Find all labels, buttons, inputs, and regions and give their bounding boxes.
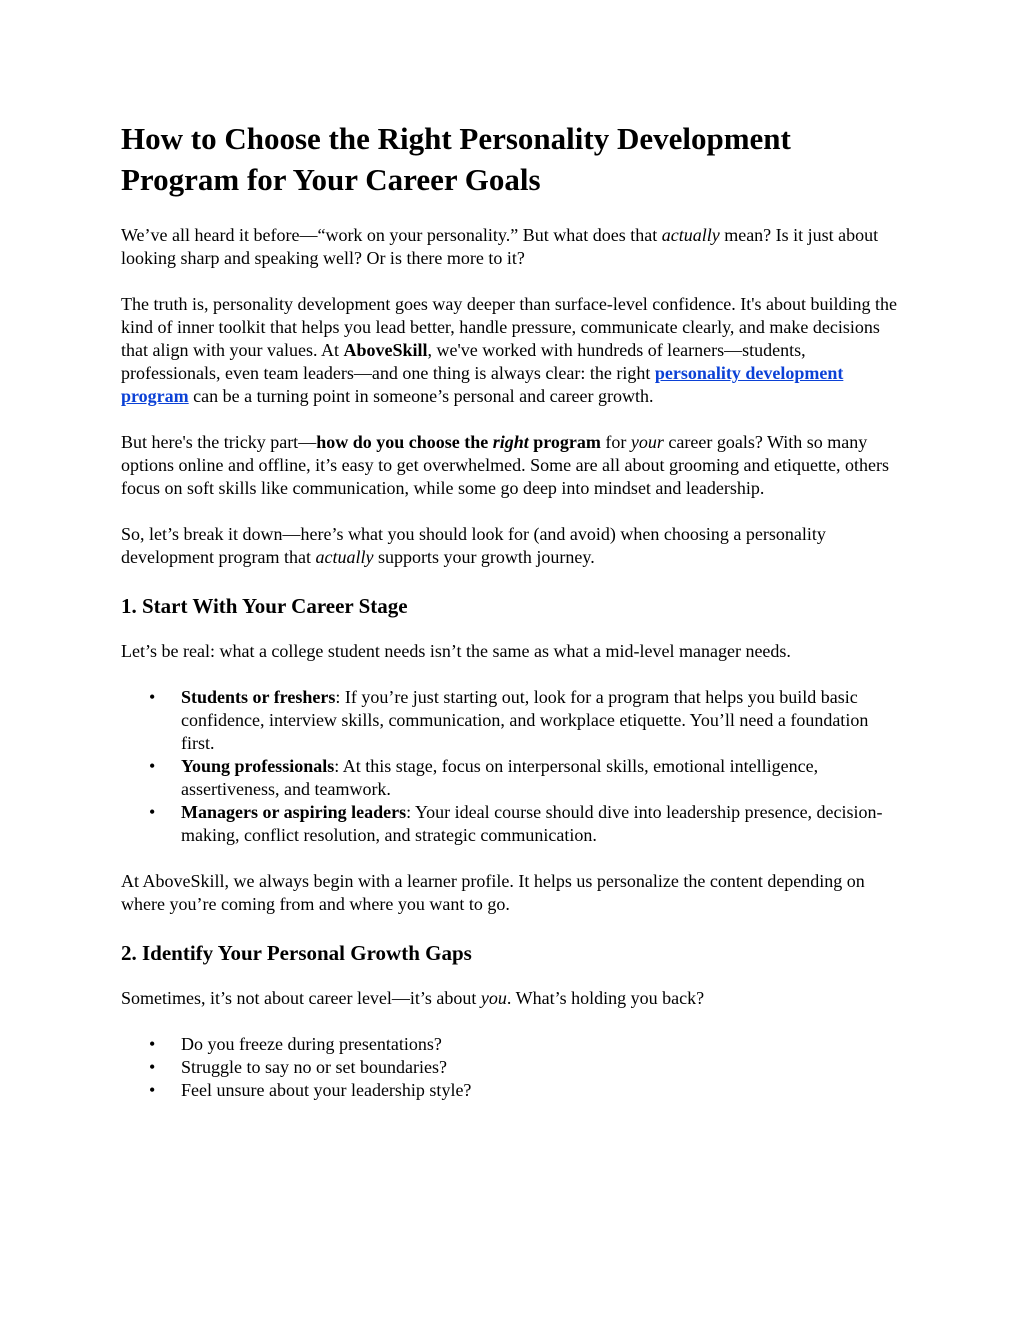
emphasis: your [630,432,664,452]
career-stage-list [121,686,901,847]
growth-gaps-list [121,1033,901,1102]
list-item-text: : At this stage, focus on interpersonal skills, emotional intelligence, assertiveness, and teamwork. [181,756,819,799]
intro-paragraph-2 [121,293,901,408]
list-item-label: Young professionals [181,756,335,776]
intro-paragraph-3 [121,431,901,500]
section-1-heading: 1. Start With Your Career Stage [121,594,408,618]
document-page [121,118,901,1125]
list-item [181,755,901,801]
text: Sometimes, it’s not about career level—it’s about [121,988,481,1008]
text: how do you choose the [316,432,493,452]
emphasis: right [492,432,529,452]
emphasis: actually [315,547,374,567]
list-item [181,801,901,847]
text: can be a turning point in someone’s personal and career growth. [188,386,654,406]
text: . What’s holding you back? [506,988,705,1008]
key-question [316,432,601,452]
text: career goals? With so many options online and offline, it’s easy to get overwhelmed. Some are all about grooming and etiquette, others focus on soft skills like communication, while some go deep into mindset and leadership. [121,432,889,498]
text: We’ve all heard it before—“work on your personality.” But what does that [121,225,662,245]
text: So, let’s break it down—here’s what you should look for (and avoid) when choosing a personality development program that [121,524,826,567]
text: for [600,432,631,452]
brand-name: AboveSkill [343,340,428,360]
text: The truth is, personality development goes way deeper than surface-level confidence. It's about building the kind of inner toolkit that helps you lead better, handle pressure, communicate clearly, and make decisions that align with your values. At [121,294,897,360]
text: But here's the tricky part— [121,432,317,452]
section-2-lead [121,987,901,1010]
program-link[interactable]: personality development program [121,363,844,406]
intro-paragraph-1 [121,224,901,270]
section-2-heading: 2. Identify Your Personal Growth Gaps [121,941,472,965]
text: , we've worked with hundreds of learners—students, professionals, even team leaders—and one thing is always clear: the right [121,340,806,383]
list-item-label: Students or freshers [181,687,336,707]
text: mean? Is it just about looking sharp and speaking well? Or is there more to it? [121,225,879,268]
text: program [528,432,601,452]
list-item [181,686,901,755]
list-item-label: Managers or aspiring leaders [181,802,407,822]
page-title: How to Choose the Right Personality Development Program for Your Career Goals [121,121,791,197]
section-1-lead: Let’s be real: what a college student needs isn’t the same as what a mid-level manager needs. [121,641,791,661]
text: supports your growth journey. [373,547,595,567]
section-1-closing: At AboveSkill, we always begin with a learner profile. It helps us personalize the content depending on where you’re coming from and where you want to go. [121,871,865,914]
list-item: • Feel unsure about your leadership style? [181,1079,901,1102]
emphasis: actually [661,225,720,245]
intro-paragraph-4 [121,523,901,569]
list-item-text: : If you’re just starting out, look for a program that helps you build basic confidence, interview skills, communication, and workplace etiquette. You’ll need a foundation first. [181,687,869,753]
list-item: • Do you freeze during presentations? [181,1033,901,1056]
list-item-text: : Your ideal course should dive into leadership presence, decision-making, conflict resolution, and strategic communication. [181,802,883,845]
list-item: • Struggle to say no or set boundaries? [181,1056,901,1079]
emphasis: you [480,988,507,1008]
